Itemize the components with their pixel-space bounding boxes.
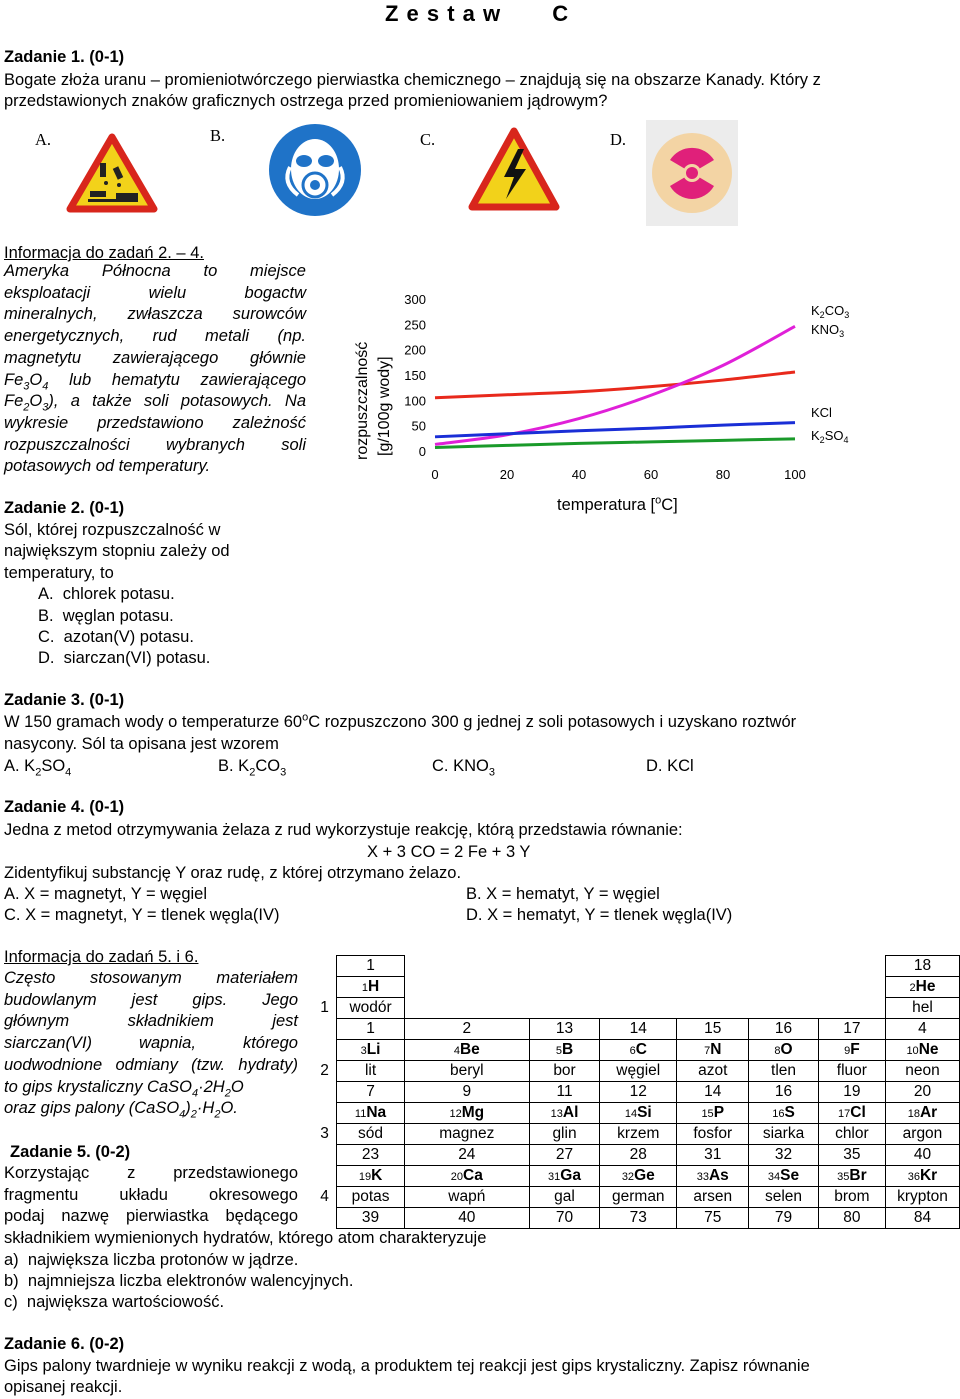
period-number: 3	[320, 1125, 329, 1142]
element-br-symbol: 35Br	[818, 1166, 885, 1187]
element-li-mass: 7	[337, 1082, 405, 1103]
x-tick-label: 60	[643, 467, 659, 482]
info-line-fe2o3: $Fe_2O_3$), a także soli potasowych. Na	[4, 392, 306, 414]
task2-text: temperatury, to	[4, 564, 114, 582]
element-k-mass: 39	[337, 1208, 405, 1229]
element-o-symbol: 8O	[749, 1040, 819, 1061]
element-se-mass: 79	[749, 1208, 819, 1229]
element-f-symbol: 9F	[818, 1040, 885, 1061]
task5-item-c: c) największa wartościowość.	[4, 1293, 225, 1311]
info-2-4-text	[4, 261, 306, 478]
info-line: Ameryka Północna to miejsce	[4, 262, 306, 280]
task5-item-b: b) najmniejsza liczba elektronów walencyjnych.	[4, 1272, 354, 1290]
element-ne-mass: 20	[885, 1082, 959, 1103]
legend-label: KCl	[811, 405, 832, 420]
element-kr-mass: 84	[885, 1208, 959, 1229]
element-he-symbol: 2He	[885, 977, 959, 998]
y-tick-label: 150	[404, 368, 426, 383]
period-number: 4	[320, 1188, 329, 1205]
y-tick-label: 200	[404, 342, 426, 358]
group-number: 2	[404, 1019, 529, 1040]
task3-text: W 150 gramach wody o temperaturze 60$^o$C rozpuszczono 300 g jednej z soli potasowych i uzyskano roztwór	[4, 711, 797, 731]
group-number: 16	[749, 1019, 819, 1040]
y-tick-label: 300	[404, 292, 426, 307]
element-se-symbol: 34Se	[749, 1166, 819, 1187]
element-mg-symbol: 12Mg	[404, 1103, 529, 1124]
task6-text2: opisanej reakcji.	[4, 1378, 123, 1396]
task6-title: Zadanie 6. (0-2)	[4, 1335, 125, 1353]
element-s-symbol: 16S	[749, 1103, 819, 1124]
series-line-kno3	[435, 326, 795, 444]
element-ge-symbol: 32Ge	[600, 1166, 677, 1187]
element-o-name: tlen	[749, 1061, 819, 1082]
task6-text: Gips palony twardnieje w wyniku reakcji z wodą, a produktem tej reakcji jest gips krystaliczny. Zapisz równanie	[4, 1357, 810, 1375]
element-f-name: fluor	[818, 1061, 885, 1082]
info-line: budowlanym jest gips. Jego	[4, 990, 298, 1009]
task2-option-d[interactable]: D. siarczan(VI) potasu.	[38, 649, 211, 667]
chart-legend	[811, 303, 849, 445]
gas-mask-mandatory-icon[interactable]	[268, 123, 362, 217]
element-s-mass: 32	[749, 1145, 819, 1166]
element-si-mass: 28	[600, 1145, 677, 1166]
x-tick-label: 100	[784, 467, 806, 482]
element-ca-symbol: 20Ca	[404, 1166, 529, 1187]
info-line-gips-palony: oraz gips palony $(CaSO_4)_2\cdot H_2O$.	[4, 1099, 238, 1121]
period-number: 2	[320, 1062, 329, 1079]
group-number: 15	[677, 1019, 749, 1040]
element-ga-mass: 70	[529, 1208, 600, 1229]
task1-text2: przedstawionych znaków graficznych ostrzega przed promieniowaniem jądrowym?	[4, 92, 608, 110]
legend-label: $KNO_3$	[811, 322, 845, 339]
task1-title: Zadanie 1. (0-1)	[4, 48, 125, 66]
element-h-symbol: 1H	[337, 977, 405, 998]
element-al-mass: 27	[529, 1145, 600, 1166]
element-se-name: selen	[749, 1187, 819, 1208]
group-number: 17	[818, 1019, 885, 1040]
element-n-name: azot	[677, 1061, 749, 1082]
x-tick-label: 20	[499, 467, 515, 482]
info-line: magnetytu zawierającego głównie	[4, 348, 306, 367]
element-as-name: arsen	[677, 1187, 749, 1208]
task2-option-a[interactable]: A. chlorek potasu.	[38, 585, 175, 603]
legend-label: $K_2SO_4$	[811, 428, 849, 445]
element-br-mass: 80	[818, 1208, 885, 1229]
task4-option-d[interactable]: D. X = hematyt, Y = tlenek węgla(IV)	[466, 906, 733, 924]
element-be-mass: 9	[404, 1082, 529, 1103]
element-cl-name: chlor	[818, 1124, 885, 1145]
element-ne-symbol: 10Ne	[885, 1040, 959, 1061]
element-mg-mass: 24	[404, 1145, 529, 1166]
element-na-name: sód	[337, 1124, 405, 1145]
series-line-k2co3	[435, 372, 795, 398]
element-p-mass: 31	[677, 1145, 749, 1166]
element-b-symbol: 5B	[529, 1040, 600, 1061]
periodic-table	[313, 955, 960, 1229]
chart-series	[435, 326, 795, 447]
element-mg-name: magnez	[404, 1124, 529, 1145]
element-b-name: bor	[529, 1061, 600, 1082]
element-ne-name: neon	[885, 1061, 959, 1082]
element-si-symbol: 14Si	[600, 1103, 677, 1124]
legend-label: $K_2CO_3$	[811, 303, 850, 320]
element-as-mass: 75	[677, 1208, 749, 1229]
y-tick-label: 0	[418, 444, 426, 459]
series-line-k2so4	[435, 439, 795, 448]
task3-option-c[interactable]: C. $KNO_3$	[432, 757, 495, 779]
task5-line: podaj nazwę pierwiastka będącego	[4, 1207, 298, 1226]
element-c-name: węgiel	[600, 1061, 677, 1082]
task1-option-a[interactable]: A.	[35, 130, 52, 149]
task5-line4: składnikiem wymienionych hydratów, którego atom charakteryzuje	[4, 1229, 487, 1247]
task3-option-d[interactable]: D. KCl	[646, 757, 694, 775]
y-tick-label: 50	[411, 418, 426, 434]
element-he-mass: 4	[885, 1019, 959, 1040]
task2-text: największym stopniu zależy od	[4, 542, 230, 560]
task4-option-a[interactable]: A. X = magnetyt, Y = węgiel	[4, 885, 208, 903]
element-c-symbol: 6C	[600, 1040, 677, 1061]
element-p-symbol: 15P	[677, 1103, 749, 1124]
info-line: wykresie przedstawiono zależność	[4, 413, 306, 432]
element-al-symbol: 13Al	[529, 1103, 600, 1124]
info-line: eksploatacji wielu bogactw	[4, 283, 306, 302]
element-br-name: brom	[818, 1187, 885, 1208]
task5-item-a: a) największa liczba protonów w jądrze.	[4, 1251, 299, 1269]
task3-option-b[interactable]: B. $K_2CO_3$	[218, 757, 287, 779]
task1-option-d[interactable]: D.	[610, 130, 627, 149]
task2-option-c[interactable]: C. azotan(V) potasu.	[38, 628, 194, 646]
info-line-fe3o4: $Fe_3O_4$ lub hematytu zawierającego	[4, 370, 306, 392]
task1-option-b[interactable]: B.	[210, 126, 226, 145]
series-line-kcl	[435, 423, 795, 437]
element-li-symbol: 3Li	[337, 1040, 405, 1061]
solubility-chart	[330, 280, 890, 530]
task4-text: Jedna z metod otrzymywania żelaza z rud wykorzystuje reakcję, którą przedstawia równanie:	[4, 821, 683, 839]
chart-ylabel-2: [g/100g wody]	[376, 356, 393, 456]
info-line: siarczan(VI) wapnia, którego	[4, 1034, 298, 1053]
chart-ylabel-1: rozpuszczalność	[354, 341, 371, 460]
x-tick-label: 80	[715, 467, 731, 482]
x-tick-label: 0	[431, 467, 439, 482]
element-na-symbol: 11Na	[337, 1103, 405, 1124]
element-kr-symbol: 36Kr	[885, 1166, 959, 1187]
info-5-6-text	[4, 968, 298, 1120]
element-ar-symbol: 18Ar	[885, 1103, 959, 1124]
group-number: 18	[885, 956, 959, 977]
element-ca-name: wapń	[404, 1187, 529, 1208]
task5-title: Zadanie 5. (0-2)	[10, 1143, 131, 1161]
info-line: rozpuszczalności wybranych soli	[4, 435, 306, 454]
set-title	[385, 2, 569, 26]
element-o-mass: 16	[749, 1082, 819, 1103]
task1-option-c[interactable]: C.	[420, 130, 436, 149]
info-line: uodwodnione odmiany (tzw. hydraty)	[4, 1055, 298, 1074]
element-c-mass: 12	[600, 1082, 677, 1103]
info-line: głównym składnikiem jest	[4, 1012, 298, 1031]
info-line: potasowych od temperatury.	[4, 457, 211, 476]
group-number: 14	[600, 1019, 677, 1040]
set-title-text: Z e s t a w	[385, 1, 502, 26]
element-cl-symbol: 17Cl	[818, 1103, 885, 1124]
info-5-6-title: Informacja do zadań 5. i 6.	[4, 948, 199, 966]
element-kr-name: krypton	[885, 1187, 959, 1208]
element-he-name: hel	[885, 998, 959, 1019]
element-b-mass: 11	[529, 1082, 600, 1103]
element-k-symbol: 19K	[337, 1166, 405, 1187]
element-h-name: wodór	[337, 998, 405, 1019]
info-line: energetycznych, rud metali (np.	[4, 327, 306, 346]
element-ga-name: gal	[529, 1187, 600, 1208]
task5-line: fragmentu układu okresowego	[4, 1185, 298, 1204]
chart-xlabel: temperatura [$^o$C]	[557, 494, 678, 514]
group-number: 13	[529, 1019, 600, 1040]
element-be-symbol: 4Be	[404, 1040, 529, 1061]
info-2-4-title: Informacja do zadań 2. – 4.	[4, 244, 204, 262]
task3-title: Zadanie 3. (0-1)	[4, 691, 125, 709]
element-al-name: glin	[529, 1124, 600, 1145]
high-voltage-warning-icon[interactable]	[468, 127, 560, 211]
task4-equation: X + 3 CO = 2 Fe + 3 Y	[367, 843, 531, 861]
y-tick-label: 100	[404, 393, 426, 409]
chart-ticks	[404, 292, 806, 482]
element-ge-mass: 73	[600, 1208, 677, 1229]
set-letter: C	[552, 1, 570, 26]
info-line: mineralnych, zwłaszcza surowców	[4, 305, 306, 324]
task2-option-b[interactable]: B. węglan potasu.	[38, 607, 174, 625]
element-n-symbol: 7N	[677, 1040, 749, 1061]
task4-option-c[interactable]: C. X = magnetyt, Y = tlenek węgla(IV)	[4, 906, 280, 924]
group-number: 1	[337, 956, 405, 977]
task2-text: Sól, której rozpuszczalność w	[4, 521, 221, 539]
x-tick-label: 40	[571, 467, 587, 482]
element-cl-mass: 35	[818, 1145, 885, 1166]
element-f-mass: 19	[818, 1082, 885, 1103]
radiation-warning-icon[interactable]	[646, 120, 738, 226]
task2-title: Zadanie 2. (0-1)	[4, 499, 125, 517]
element-p-name: fosfor	[677, 1124, 749, 1145]
corrosive-warning-icon[interactable]	[66, 133, 158, 213]
element-ca-mass: 40	[404, 1208, 529, 1229]
task3-text2: nasycony. Sól ta opisana jest wzorem	[4, 735, 279, 753]
y-tick-label: 250	[404, 317, 426, 333]
element-n-mass: 14	[677, 1082, 749, 1103]
task5-line: Korzystając z przedstawionego	[4, 1164, 298, 1182]
info-line-gips-krystaliczny: to gips krystaliczny $CaSO_4\cdot 2H_2O$	[4, 1077, 244, 1099]
element-ar-name: argon	[885, 1124, 959, 1145]
task4-text2: Zidentyfikuj substancję Y oraz rudę, z której otrzymano żelazo.	[4, 864, 462, 882]
element-h-mass: 1	[337, 1019, 405, 1040]
period-number: 1	[320, 999, 329, 1016]
task3-option-a[interactable]: A. $K_2SO_4$	[4, 757, 72, 779]
element-ge-name: german	[600, 1187, 677, 1208]
element-be-name: beryl	[404, 1061, 529, 1082]
element-s-name: siarka	[749, 1124, 819, 1145]
element-li-name: lit	[337, 1061, 405, 1082]
info-line: Często stosowanym materiałem	[4, 969, 298, 987]
element-k-name: potas	[337, 1187, 405, 1208]
element-na-mass: 23	[337, 1145, 405, 1166]
task4-option-b[interactable]: B. X = hematyt, Y = węgiel	[466, 885, 660, 903]
task4-title: Zadanie 4. (0-1)	[4, 798, 125, 816]
element-si-name: krzem	[600, 1124, 677, 1145]
element-ga-symbol: 31Ga	[529, 1166, 600, 1187]
element-ar-mass: 40	[885, 1145, 959, 1166]
task5-text	[4, 1163, 298, 1228]
element-as-symbol: 33As	[677, 1166, 749, 1187]
task1-text: Bogate złoża uranu – promieniotwórczego pierwiastka chemicznego – znajdują się na obszarze Kanady. Który z	[4, 71, 821, 89]
